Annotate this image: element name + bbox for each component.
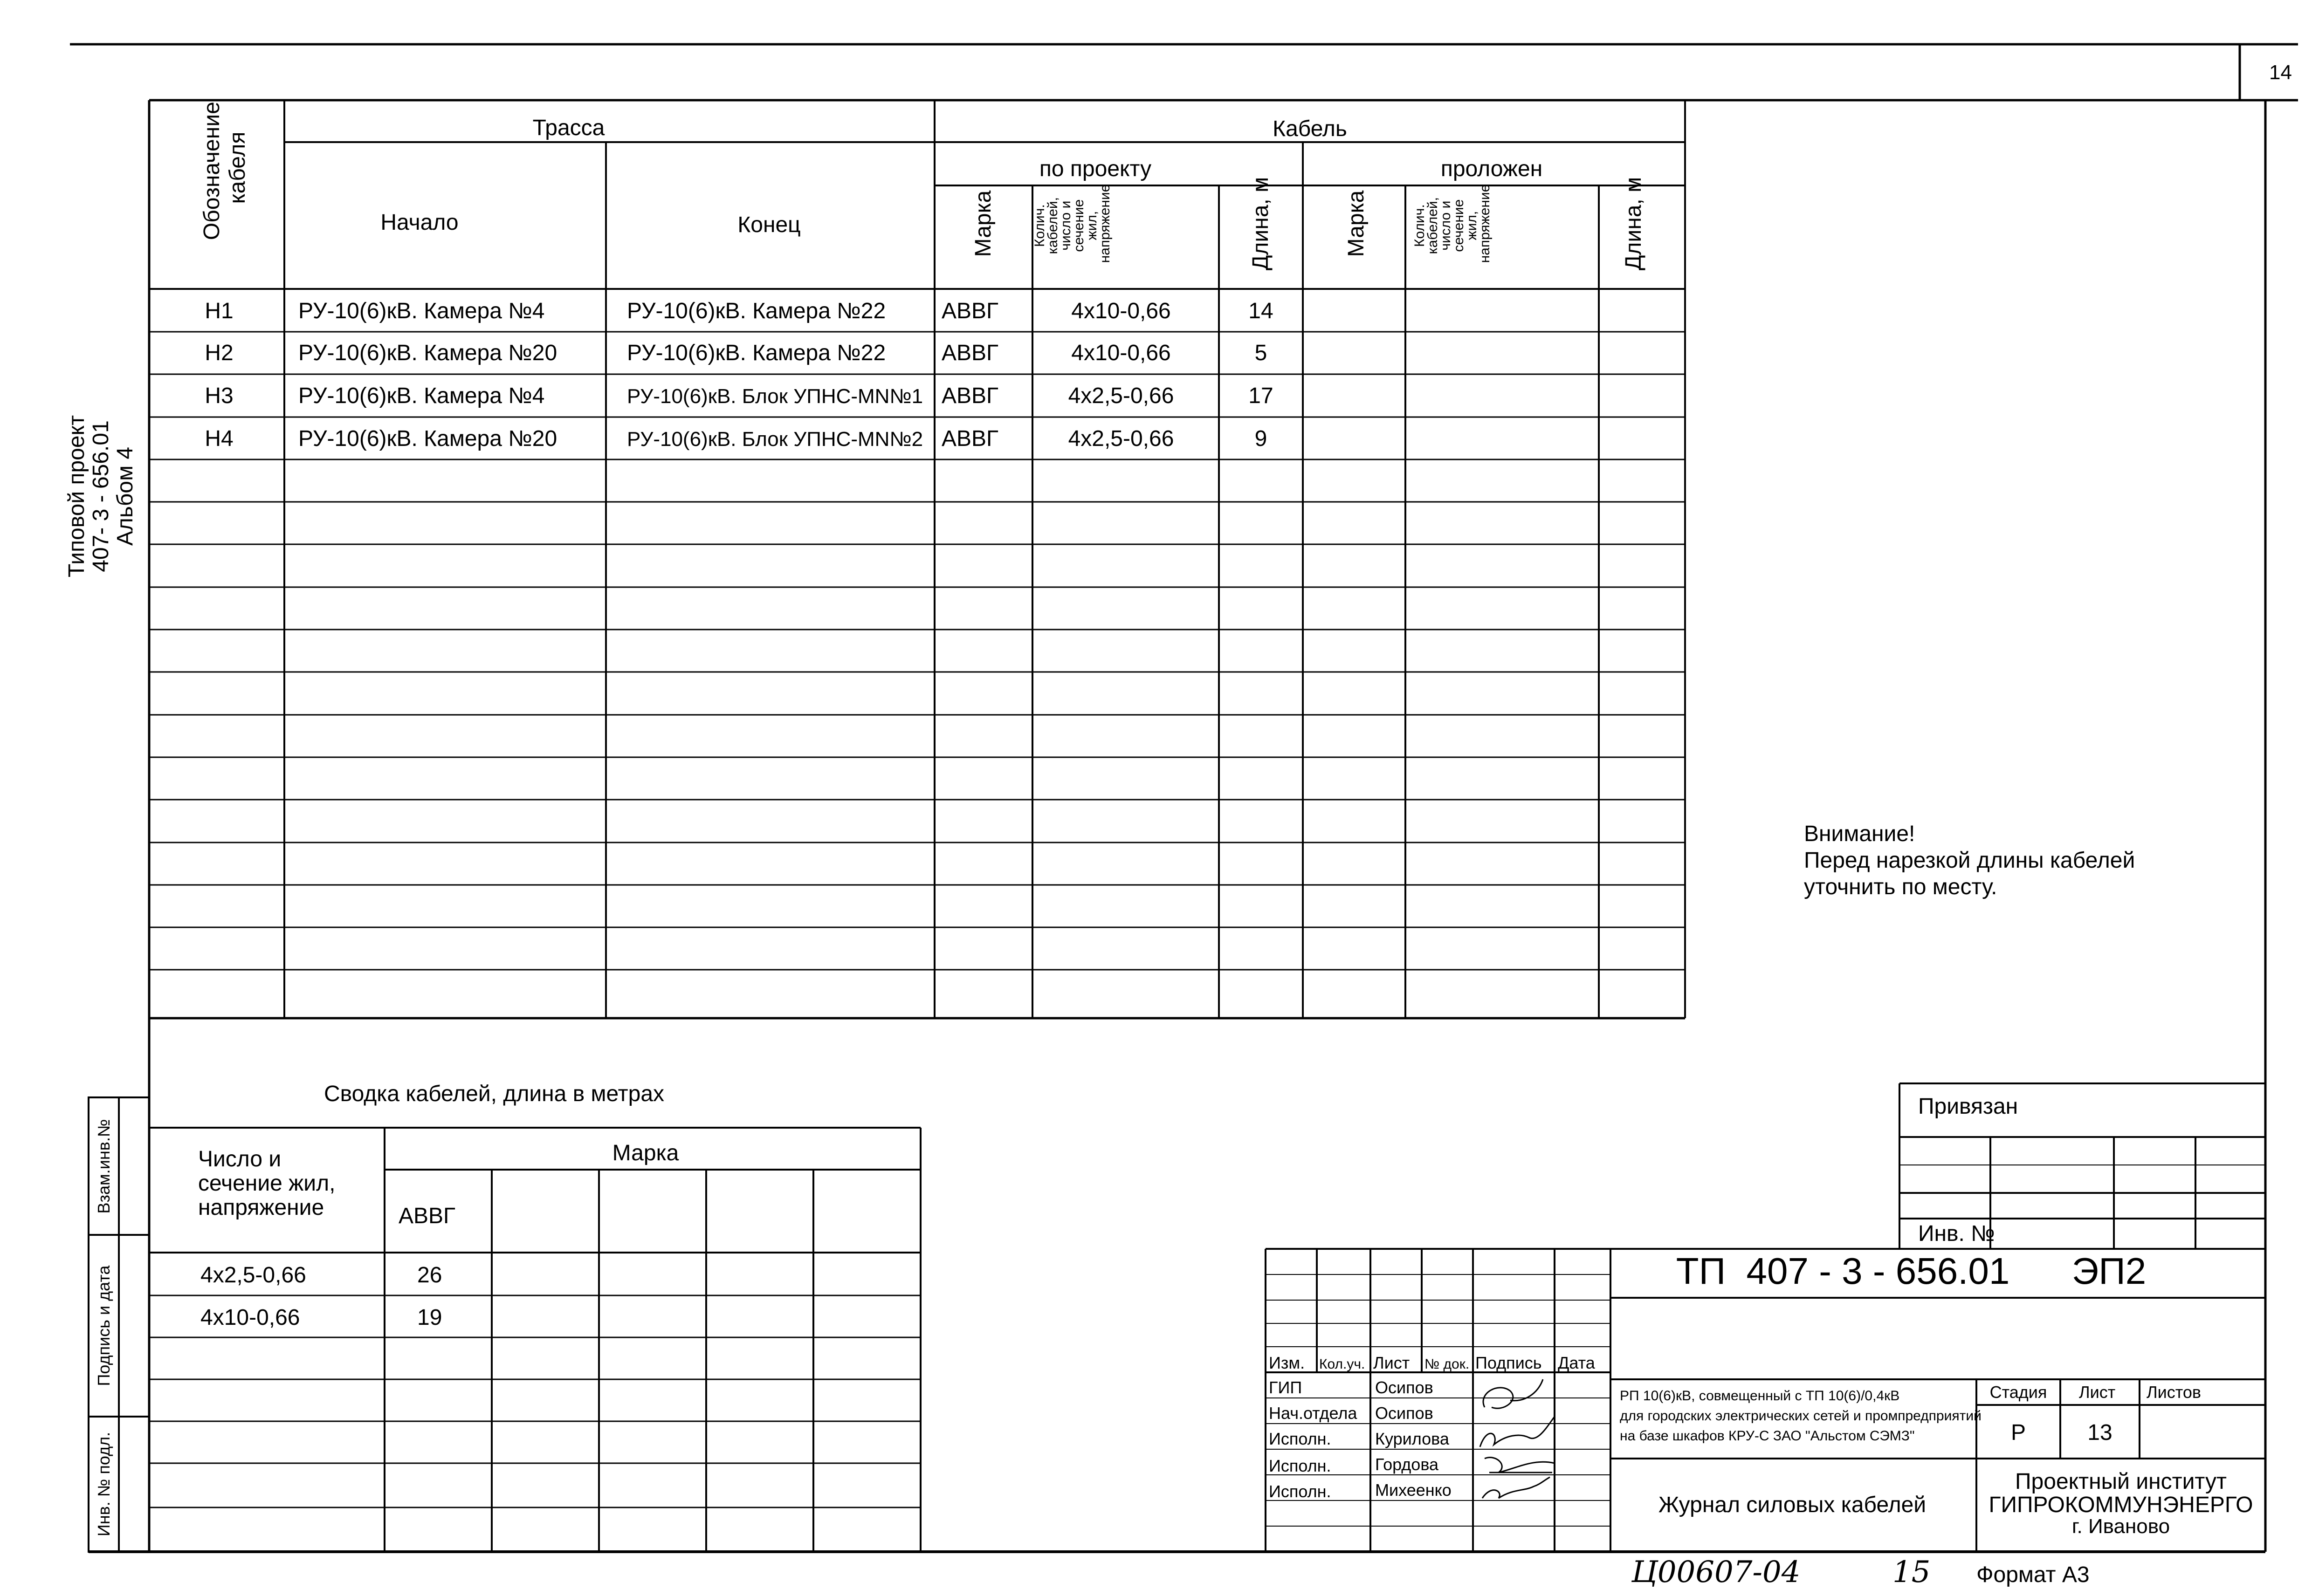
cable-brand: АВВГ (942, 341, 999, 365)
route-end: РУ-10(6)кВ. Камера №22 (627, 299, 886, 323)
summary-brand-avvg: АВВГ (399, 1204, 456, 1228)
role-chief-engineer: ГИП (1269, 1378, 1302, 1397)
col-qty-line: кабелей, (1045, 197, 1060, 254)
col-qty-header (1032, 185, 1113, 263)
left-stamp-signature-date: Подпись и дата (94, 1265, 113, 1386)
sheet-label: Лист (2079, 1383, 2116, 1402)
col-designation-header (200, 96, 250, 240)
name-chief-engineer: Осипов (1375, 1378, 1433, 1397)
role-executor-1: Исполн. (1269, 1429, 1331, 1448)
cable-length: 9 (1254, 426, 1267, 451)
cable-length: 5 (1254, 341, 1267, 365)
project-name-line-2: для городских электрических сетей и промпредприятий (1620, 1408, 1982, 1424)
project-name-line-3: на базе шкафов КРУ-С ЗАО "Альстом СЭМЗ" (1620, 1428, 1915, 1444)
org-line-2: ГИПРОКОММУНЭНЕРГО (1989, 1493, 2253, 1517)
note-line-3: уточнить по месту. (1804, 875, 1997, 899)
name-executor-1: Курилова (1375, 1429, 1449, 1448)
cable-brand: АВВГ (942, 384, 999, 408)
handwritten-copy-number: 15 (1892, 1555, 1931, 1589)
header-signature: Подпись (1475, 1353, 1542, 1372)
note (1804, 822, 2135, 899)
table-row (200, 1263, 442, 1288)
side-stamp-line-1: Типовой проект (64, 415, 89, 578)
project-name-line-1: РП 10(6)кВ, совмещенный с ТП 10(6)/0,4кВ (1620, 1388, 1900, 1404)
cable-length: 17 (1248, 384, 1273, 408)
doc-title: Журнал силовых кабелей (1658, 1493, 1927, 1517)
table-row (205, 299, 1273, 323)
cable-brand: АВВГ (942, 299, 999, 323)
col-qty-line: напряжение (1097, 184, 1113, 263)
stage-label: Стадия (1989, 1383, 2047, 1402)
route-end: РУ-10(6)кВ. Блок УПНС-МN№1 (627, 385, 923, 408)
summary-rows (200, 1263, 442, 1330)
header-change: Изм. (1269, 1353, 1305, 1372)
org-line-1: Проектный институт (2015, 1469, 2227, 1494)
route-start: РУ-10(6)кВ. Камера №20 (298, 341, 557, 365)
route-end: РУ-10(6)кВ. Блок УПНС-МN№2 (627, 428, 923, 451)
stage-value: Р (2010, 1420, 2026, 1445)
frame-lines (70, 44, 2298, 1552)
col-length-header: Длина, м (1248, 177, 1273, 271)
handwritten-archive-number: Ц00607-04 (1631, 1555, 1801, 1589)
title-block (1266, 1249, 2265, 1552)
role-executor-3: Исполн. (1269, 1482, 1331, 1501)
col-length-laid-header: Длина, м (1621, 177, 1646, 271)
col-designation-line: Обозначение (200, 102, 224, 240)
binding-block (1899, 1083, 2265, 1249)
cable-spec: 4x10-0,66 (1071, 299, 1171, 323)
col-qty-line: жил, (1084, 211, 1100, 240)
col-qty-line: Колич. (1412, 204, 1427, 247)
side-stamp-line-2: 407- 3 - 656.01 (89, 420, 113, 572)
left-stamp-replace-inv: Взам.инв.№ (94, 1119, 113, 1214)
route-end: РУ-10(6)кВ. Камера №22 (627, 341, 886, 365)
note-line-2: Перед нарезкой длины кабелей (1804, 848, 2135, 873)
summary-spec-line-3: напряжение (198, 1195, 324, 1220)
cable-length: 14 (1248, 299, 1273, 323)
role-executor-2: Исполн. (1269, 1456, 1331, 1475)
table-row (205, 341, 1267, 365)
summary-spec: 4x2,5-0,66 (200, 1263, 306, 1288)
cable-spec: 4x10-0,66 (1071, 341, 1171, 365)
note-line-1: Внимание! (1804, 822, 1915, 846)
binding-title: Привязан (1918, 1094, 2018, 1119)
summary-avvg-length: 26 (417, 1263, 442, 1288)
col-qty-line: число и (1438, 200, 1453, 251)
col-qty-line: напряжение (1477, 184, 1493, 263)
format-label: Формат А3 (1976, 1562, 2090, 1587)
header-sheet: Лист (1373, 1353, 1410, 1372)
binding-inv-label: Инв. № (1918, 1221, 1995, 1246)
name-executor-2: Гордова (1375, 1455, 1439, 1474)
summary-title: Сводка кабелей, длина в метрах (323, 1082, 665, 1106)
summary-header (198, 1141, 679, 1228)
signatures (1480, 1379, 1555, 1498)
cable-spec: 4x2,5-0,66 (1068, 426, 1174, 451)
route-start: РУ-10(6)кВ. Камера №20 (298, 426, 557, 451)
side-stamp-line-3: Альбом 4 (113, 446, 138, 546)
name-dept-head: Осипов (1375, 1404, 1433, 1423)
cable-group-header: Кабель (1273, 116, 1347, 141)
cable-spec: 4x2,5-0,66 (1068, 384, 1174, 408)
sheet-value: 13 (2087, 1420, 2112, 1445)
col-end-header: Конец (737, 212, 801, 237)
col-qty-line: Колич. (1032, 204, 1047, 247)
summary-spec-line-2: сечение жил, (198, 1171, 336, 1196)
org-line-3: г. Иваново (2071, 1515, 2170, 1538)
left-stamp (89, 1097, 149, 1552)
cable-id: Н1 (205, 299, 234, 323)
role-dept-head: Нач.отдела (1269, 1404, 1357, 1423)
col-qty-line: сечение (1071, 199, 1087, 252)
table-row (205, 384, 1273, 408)
route-start: РУ-10(6)кВ. Камера №4 (298, 299, 545, 323)
cable-brand: АВВГ (942, 426, 999, 451)
col-start-header: Начало (380, 210, 459, 235)
col-qty-laid-header (1412, 185, 1493, 263)
header-date: Дата (1558, 1353, 1595, 1372)
header-docno: № док. (1424, 1356, 1470, 1372)
by-project-header: по проекту (1039, 157, 1152, 181)
col-qty-line: число и (1058, 200, 1073, 251)
col-brand-header: Марка (971, 190, 996, 257)
summary-brand-header: Марка (612, 1141, 679, 1165)
left-stamp-original-inv: Инв. № подл. (94, 1432, 113, 1537)
side-project-stamp (64, 415, 138, 577)
name-executor-3: Михеенко (1375, 1480, 1452, 1500)
col-qty-line: сечение (1451, 199, 1466, 252)
summary-spec: 4x10-0,66 (200, 1305, 300, 1330)
route-group-header: Трасса (532, 116, 605, 140)
cable-id: Н2 (205, 341, 234, 365)
header-count: Кол.уч. (1319, 1356, 1365, 1372)
col-qty-line: кабелей, (1425, 197, 1440, 254)
summary-avvg-length: 19 (417, 1305, 442, 1330)
journal-header (200, 96, 1646, 270)
col-qty-line: жил, (1464, 211, 1479, 240)
table-row (205, 426, 1267, 451)
summary-spec-line-1: Число и (198, 1147, 282, 1171)
laid-header: проложен (1440, 157, 1543, 181)
col-brand-laid-header: Марка (1344, 190, 1369, 257)
sheet-number: 14 (2269, 61, 2292, 84)
table-row (200, 1305, 442, 1330)
doc-code: ТП 407 - 3 - 656.01 ЭП2 (1676, 1250, 2147, 1292)
sheets-label: Листов (2147, 1383, 2201, 1402)
cable-id: Н3 (205, 384, 234, 408)
route-start: РУ-10(6)кВ. Камера №4 (298, 384, 545, 408)
cable-id: Н4 (205, 426, 234, 451)
col-designation-line: кабеля (225, 131, 250, 204)
